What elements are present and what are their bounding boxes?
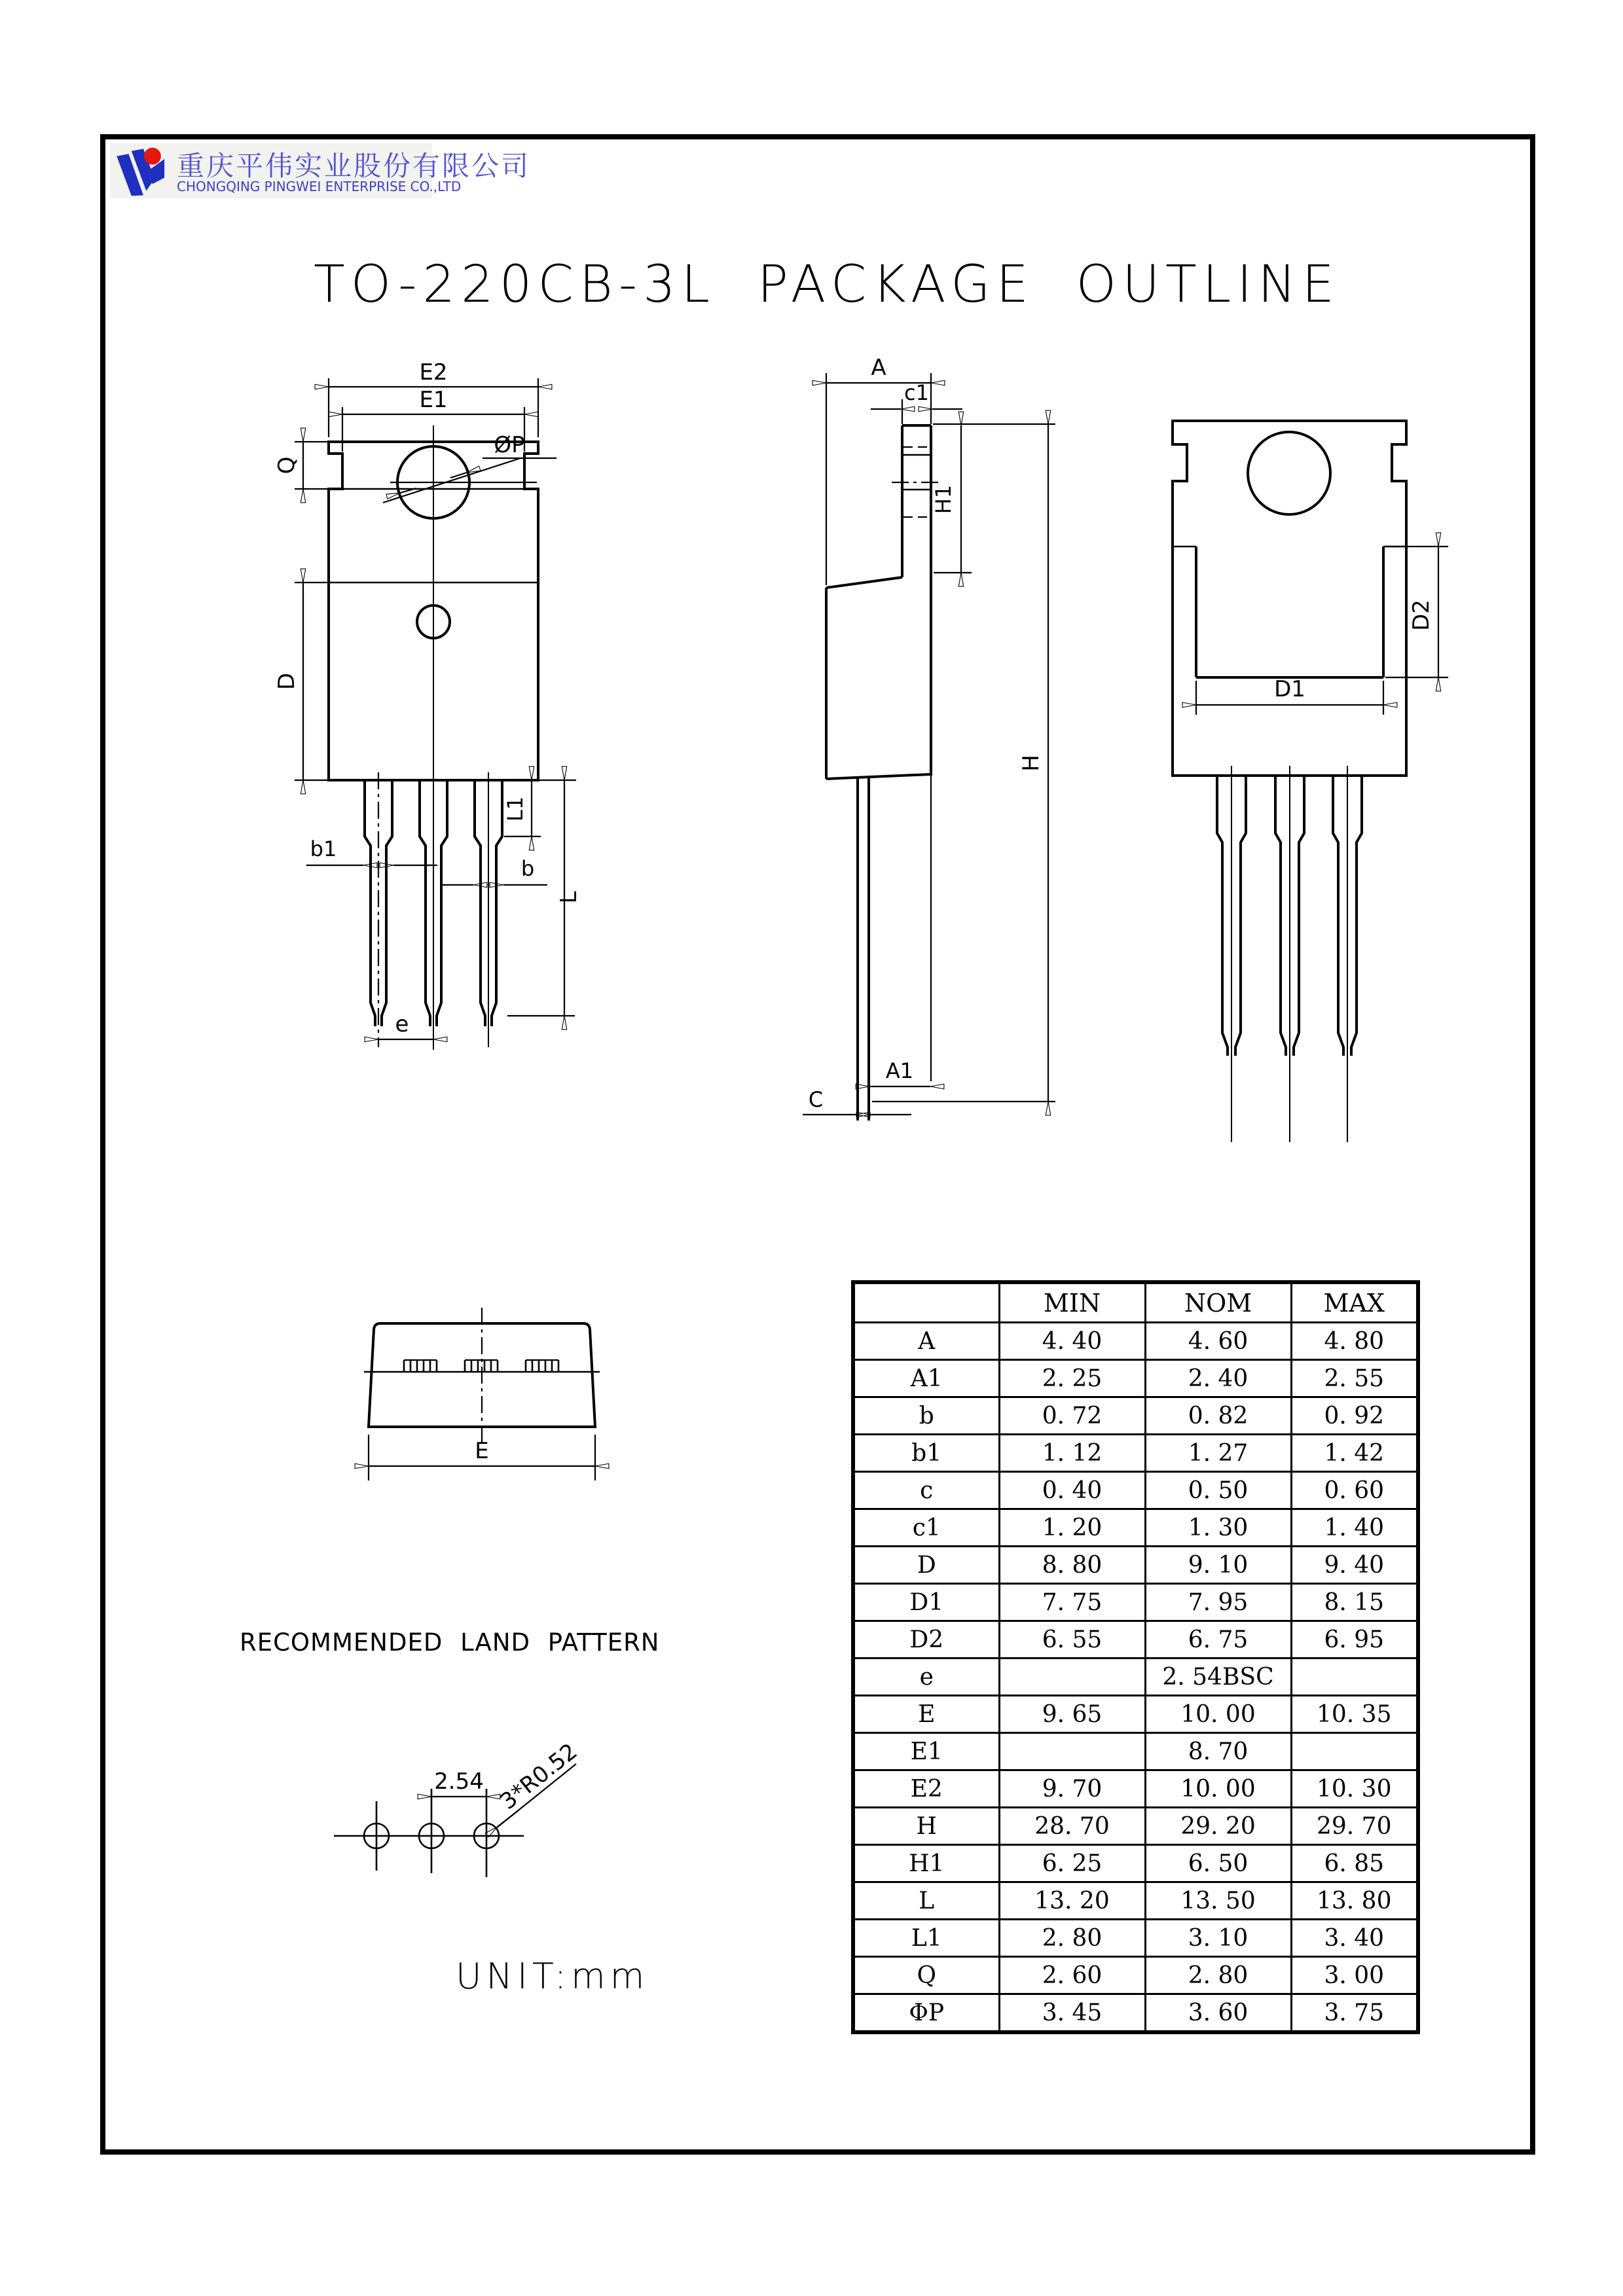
table-row [853, 1659, 1418, 1696]
dim-nom: 4. 60 [1145, 1323, 1291, 1360]
dim-label-h1: H1 [931, 484, 956, 514]
dim-label-a: A [871, 355, 886, 381]
dim-nom: 3. 60 [1145, 1994, 1291, 2033]
dim-name: b [853, 1397, 999, 1435]
dim-label-d1: D1 [1274, 676, 1305, 702]
dim-min: 9. 70 [999, 1770, 1145, 1808]
table-row [853, 1733, 1418, 1770]
dim-max: 4. 80 [1291, 1323, 1418, 1360]
table-row [853, 1696, 1418, 1733]
dim-min: 1. 20 [999, 1509, 1145, 1547]
dim-max: 6. 85 [1291, 1845, 1418, 1882]
dim-label-h: H [1018, 755, 1044, 772]
dim-nom: 0. 82 [1145, 1397, 1291, 1435]
dim-max: 8. 15 [1291, 1584, 1418, 1621]
dim-nom: 8. 70 [1145, 1733, 1291, 1770]
dim-max: 3. 75 [1291, 1994, 1418, 2033]
dim-nom: 9. 10 [1145, 1547, 1291, 1584]
dim-nom: 1. 27 [1145, 1435, 1291, 1472]
table-row [853, 1920, 1418, 1957]
table-row [853, 1957, 1418, 1994]
dim-min: 13. 20 [999, 1882, 1145, 1920]
bottom-view [364, 1308, 600, 1480]
dim-max: 10. 30 [1291, 1770, 1418, 1808]
dim-min: 2. 60 [999, 1957, 1145, 1994]
table-row [853, 1994, 1418, 2033]
dim-name: E [853, 1696, 999, 1733]
dim-label-e-bottom: E [475, 1438, 489, 1464]
dim-name: E2 [853, 1770, 999, 1808]
dim-max: 3. 00 [1291, 1957, 1418, 1994]
dim-min: 6. 55 [999, 1621, 1145, 1659]
dim-name: D2 [853, 1621, 999, 1659]
table-row [853, 1808, 1418, 1845]
back-view [1173, 421, 1448, 1142]
dim-name: A1 [853, 1360, 999, 1397]
table-row [853, 1584, 1418, 1621]
dim-nom: 10. 00 [1145, 1696, 1291, 1733]
company-name-english: CHONGQING PINGWEI ENTERPRISE CO.,LTD [177, 179, 462, 194]
dim-label-land-radius: 3*R0.52 [495, 1738, 583, 1816]
dim-max: 3. 40 [1291, 1920, 1418, 1957]
dim-name: L [853, 1882, 999, 1920]
side-view [803, 355, 1055, 1121]
dim-name: D [853, 1547, 999, 1584]
dim-nom: 2. 40 [1145, 1360, 1291, 1397]
dim-name: H1 [853, 1845, 999, 1882]
table-row [853, 1621, 1418, 1659]
dim-label-c: C [808, 1087, 824, 1112]
dim-name: c [853, 1472, 999, 1509]
dim-label-e1: E1 [419, 387, 448, 413]
dim-name: H [853, 1808, 999, 1845]
dim-label-b1: b1 [310, 836, 337, 861]
dim-min: 8. 80 [999, 1547, 1145, 1584]
land-pattern-title: RECOMMENDED LAND PATTERN [240, 1628, 660, 1657]
dim-min: 1. 12 [999, 1435, 1145, 1472]
dim-min: 2. 25 [999, 1360, 1145, 1397]
dim-min [999, 1659, 1145, 1696]
table-row [853, 1845, 1418, 1882]
dim-max: 29. 70 [1291, 1808, 1418, 1845]
dim-nom: 29. 20 [1145, 1808, 1291, 1845]
dim-label-pitch: 2.54 [434, 1768, 484, 1795]
table-row [853, 1770, 1418, 1808]
dim-min: 4. 40 [999, 1323, 1145, 1360]
dim-max [1291, 1733, 1418, 1770]
dim-max: 10. 35 [1291, 1696, 1418, 1733]
table-row [853, 1882, 1418, 1920]
dim-nom: 1. 30 [1145, 1509, 1291, 1547]
dim-name: A [853, 1323, 999, 1360]
dim-max [1291, 1659, 1418, 1696]
dim-min: 0. 72 [999, 1397, 1145, 1435]
header-min: MIN [999, 1282, 1145, 1323]
dim-name: D1 [853, 1584, 999, 1621]
table-row [853, 1472, 1418, 1509]
table-row [853, 1509, 1418, 1547]
dim-nom: 10. 00 [1145, 1770, 1291, 1808]
table-header-row [853, 1282, 1418, 1323]
dim-nom: 6. 50 [1145, 1845, 1291, 1882]
dim-name: ΦP [853, 1994, 999, 2033]
dim-nom: 13. 50 [1145, 1882, 1291, 1920]
dim-min: 3. 45 [999, 1994, 1145, 2033]
dim-name: Q [853, 1957, 999, 1994]
table-row [853, 1360, 1418, 1397]
page-title: TO-220CB-3L PACKAGE OUTLINE [314, 255, 1340, 314]
dim-nom: 7. 95 [1145, 1584, 1291, 1621]
dim-max: 6. 95 [1291, 1621, 1418, 1659]
dim-max: 0. 60 [1291, 1472, 1418, 1509]
header-empty [853, 1282, 999, 1323]
dim-nom: 6. 75 [1145, 1621, 1291, 1659]
dim-label-l1: L1 [503, 796, 528, 822]
table-row [853, 1397, 1418, 1435]
dim-max: 13. 80 [1291, 1882, 1418, 1920]
header-max: MAX [1291, 1282, 1418, 1323]
dim-name: E1 [853, 1733, 999, 1770]
dim-min [999, 1733, 1145, 1770]
table-row [853, 1323, 1418, 1360]
dim-name: b1 [853, 1435, 999, 1472]
dim-min: 9. 65 [999, 1696, 1145, 1733]
dim-nom: 2. 80 [1145, 1957, 1291, 1994]
land-pattern [334, 1738, 583, 1877]
dim-min: 6. 25 [999, 1845, 1145, 1882]
header-nom: NOM [1145, 1282, 1291, 1323]
dim-min: 7. 75 [999, 1584, 1145, 1621]
dim-min: 2. 80 [999, 1920, 1145, 1957]
dim-nom: 0. 50 [1145, 1472, 1291, 1509]
dim-nom: 2. 54BSC [1145, 1659, 1291, 1696]
dim-max: 9. 40 [1291, 1547, 1418, 1584]
dim-label-e: e [395, 1011, 409, 1037]
dim-label-q: Q [274, 456, 300, 475]
table-row [853, 1435, 1418, 1472]
dim-label-e2: E2 [419, 359, 448, 386]
dim-max: 1. 42 [1291, 1435, 1418, 1472]
dim-label-a1: A1 [885, 1058, 914, 1083]
dim-label-phi-p: ØP [494, 432, 525, 458]
dim-max: 2. 55 [1291, 1360, 1418, 1397]
dim-nom: 3. 10 [1145, 1920, 1291, 1957]
front-view [274, 359, 582, 1050]
dimensions-table [851, 1280, 1420, 2034]
dim-max: 1. 40 [1291, 1509, 1418, 1547]
dim-label-l: L [556, 891, 582, 904]
unit-label: UNIT:mm [456, 1956, 649, 1997]
dim-max: 0. 92 [1291, 1397, 1418, 1435]
dim-name: L1 [853, 1920, 999, 1957]
dim-min: 28. 70 [999, 1808, 1145, 1845]
dim-label-d: D [274, 672, 300, 691]
dim-min: 0. 40 [999, 1472, 1145, 1509]
dim-label-c1: c1 [904, 380, 929, 405]
table-row [853, 1547, 1418, 1584]
dim-label-b: b [520, 856, 535, 881]
dim-name: e [853, 1659, 999, 1696]
dim-label-d2: D2 [1408, 600, 1434, 631]
dim-name: c1 [853, 1509, 999, 1547]
company-name-chinese: 重庆平伟实业股份有限公司 [177, 150, 531, 182]
